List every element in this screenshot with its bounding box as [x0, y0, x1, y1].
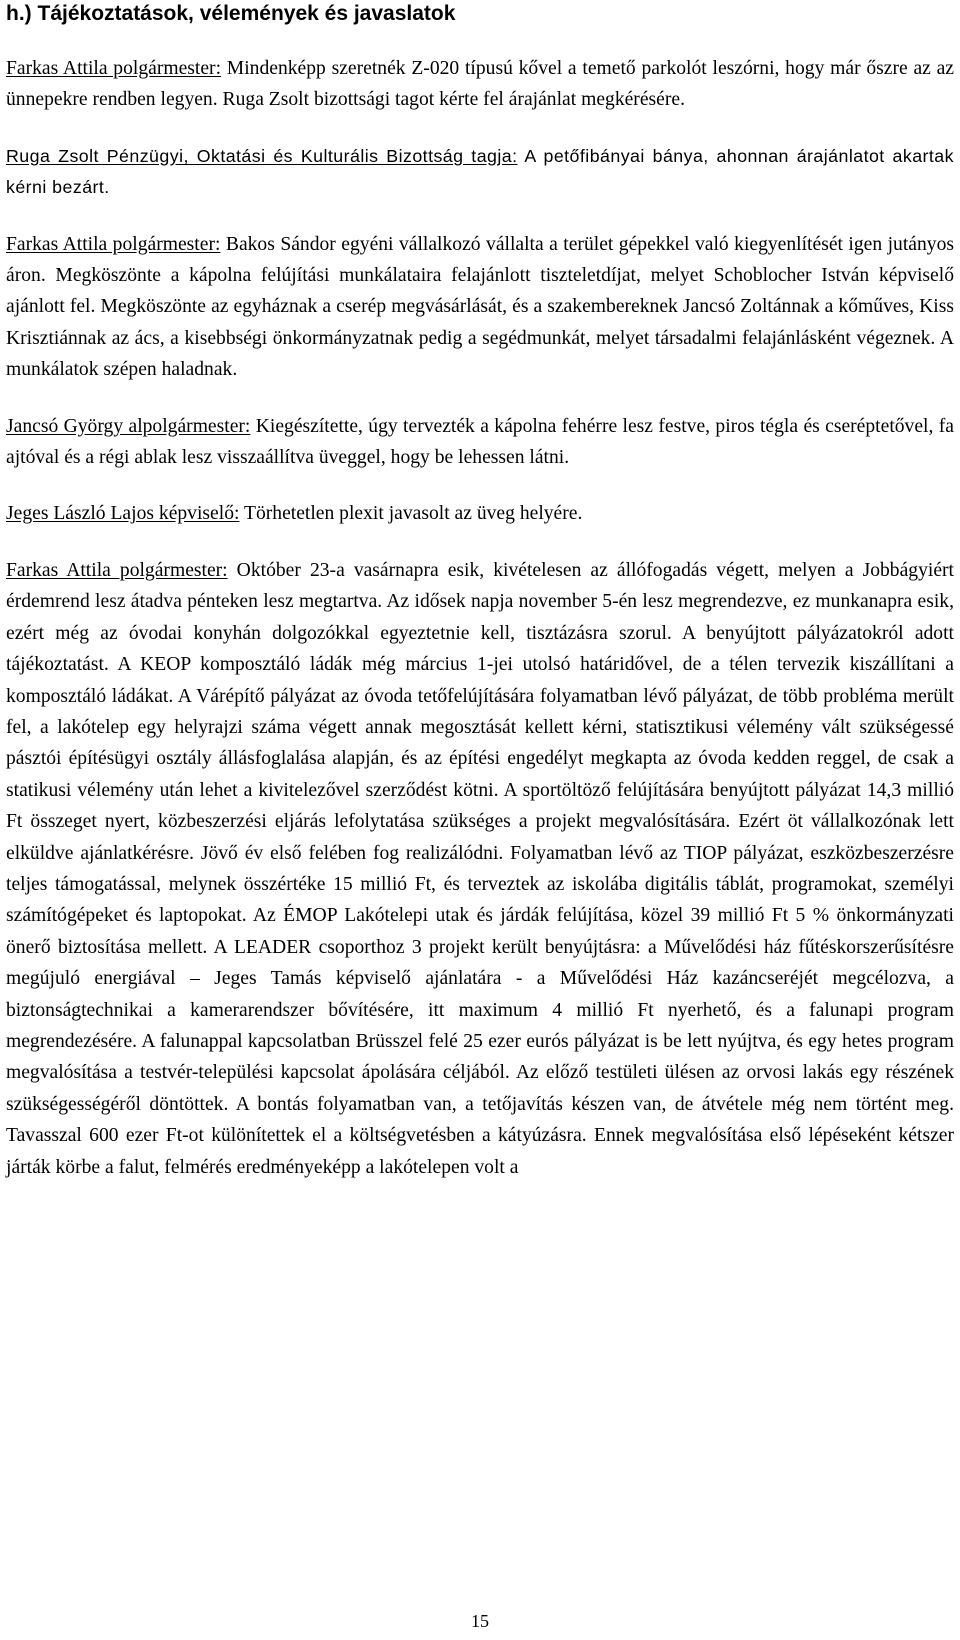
paragraph-text: A petőfibányai bánya, ahonnan árajánlatot akartak kérni bezárt. — [6, 145, 954, 198]
paragraph-text: Bakos Sándor egyéni vállalkozó vállalta a terület gépekkel való kiegyenlítését igen jutányos áron. Megköszönte a kápolna felújítási munkálataira felajánlott tiszteletdíjat, melyet Schoblocher István képviselő ajánlott fel. Megköszönte az egyháznak a cserép megvásárlását, és a szakembereknek Jancsó Zoltánnak a kőműves, Kiss Krisztiánnak az ács, a kisebbségi önkormányzatnak pedig a segédmunkát, melyet társadalmi felajánlásként végeznek. A munkálatok szépen haladnak. — [6, 233, 954, 381]
speaker-label: Jeges László Lajos képviselő: — [6, 503, 240, 525]
speaker-label: Farkas Attila polgármester: — [6, 58, 222, 79]
page-number: 15 — [471, 1611, 489, 1631]
section-heading: h.) Tájékoztatások, vélemények és javaslatok — [6, 2, 456, 25]
speaker-label: Ruga Zsolt Pénzügyi, Oktatási és Kulturális Bizottság tagja: — [6, 145, 518, 166]
speaker-label: Jancsó György alpolgármester: — [6, 415, 251, 437]
paragraph-jeges — [6, 498, 954, 529]
speaker-label: Farkas Attila polgármester: — [6, 559, 228, 581]
paragraph-text: Október 23-a vasárnapra esik, kivételesen az állófogadás végett, melyen a Jobbágyiért érdemrend lesz átadva pénteken lesz megtartva. Az idősek napja november 5-én lesz megrendezve, ez munkanapra esik, ezért még az óvodai konyhán dolgozókkal egyeztetnie kell, tisztázásra szorul. A benyújtott pályázatokról adott tájékoztatást. A KEOP komposztáló ládák még március 1-jei utolsó határidővel, de a télen tervezik kiszállítani a komposztáló ládákat. A Várépítő pályázat az óvoda tetőfelújítására folyamatban lévő pályázat, de több probléma merült fel, a lakótelep egy helyrajzi száma végett annak megosztását kellett kérni, statisztikusi vélemény vált szükségessé pásztói építésügyi osztály állásfoglalása alapján, és az építési engedélyt megkapta az óvoda kedden reggel, de csak a statikusi vélemény után lehet a kivitelezővel szerződést kötni. A sportöltöző felújítására benyújtott pályázat 14,3 millió Ft összeget nyert, közbeszerzési eljárás lefolytatása szükséges a projekt megvalósítására. Ezért öt vállalkozónak lett elküldve ajánlatkérésre. Jövő év első felében fog realizálódni. Folyamatban lévő az TIOP pályázat, eszközbeszerzésre teljes támogatással, melynek összértéke 15 millió Ft, és terveztek az iskolába digitális táblát, programokat, személyi számítógépeket és laptopokat. Az ÉMOP Lakótelepi utak és járdák felújítása, közel 39 millió Ft 5 % önkormányzati önerő biztosítása mellett. A LEADER csoporthoz 3 projekt került benyújtásra: a Művelődési ház fűtéskorszerűsítésre megújuló energiával – Jeges Tamás képviselő ajánlatára - a Művelődési Ház kazáncseréjét megcélozva, a biztonságtechnikai a kamerarendszer bővítésére, itt maximum 4 millió Ft nyerhető, és a falunapi program megrendezésére. A falunappal kapcsolatban Brüsszel felé 25 ezer eurós pályázat is be lett nyújtva, és egy hetes program megvalósítása a testvér-települési kapcsolat ápolására céljából. Az előző testületi ülésen az orvosi lakás egy részének szükségességéről döntöttek. A bontás folyamatban van, a tetőjavítás készen van, de átvétele még nem történt meg. Tavasszal 600 ezer Ft-ot különítettek el a költségvetésben a kátyúzásra. Ennek megvalósítása első lépéseként kétszer járták körbe a falut, felmérés eredményeképp a lakótelepen volt a — [6, 559, 954, 1178]
paragraph-text: Mindenképp szeretnék Z-020 típusú kővel a temető parkolót leszórni, hogy már őszre az az ünnepekre rendben legyen. Ruga Zsolt bizottsági tagot kérte fel árajánlat megkérésére. — [6, 58, 954, 111]
paragraph-farkas-3 — [6, 555, 954, 1183]
paragraph-farkas-2 — [6, 229, 954, 386]
document-page — [6, 0, 954, 1183]
paragraph-text: Törhetetlen plexit javasolt az üveg helyére. — [239, 503, 583, 525]
paragraph-jancso — [6, 411, 954, 474]
paragraph-text: Kiegészítette, úgy tervezték a kápolna fehérre lesz festve, piros tégla és cseréptetővel, fa ajtóval és a régi ablak lesz visszaállítva üveggel, hogy be lehessen látni. — [6, 415, 954, 469]
speaker-label: Farkas Attila polgármester: — [6, 233, 221, 255]
paragraph-farkas-1 — [6, 53, 954, 116]
paragraph-ruga — [6, 141, 954, 204]
